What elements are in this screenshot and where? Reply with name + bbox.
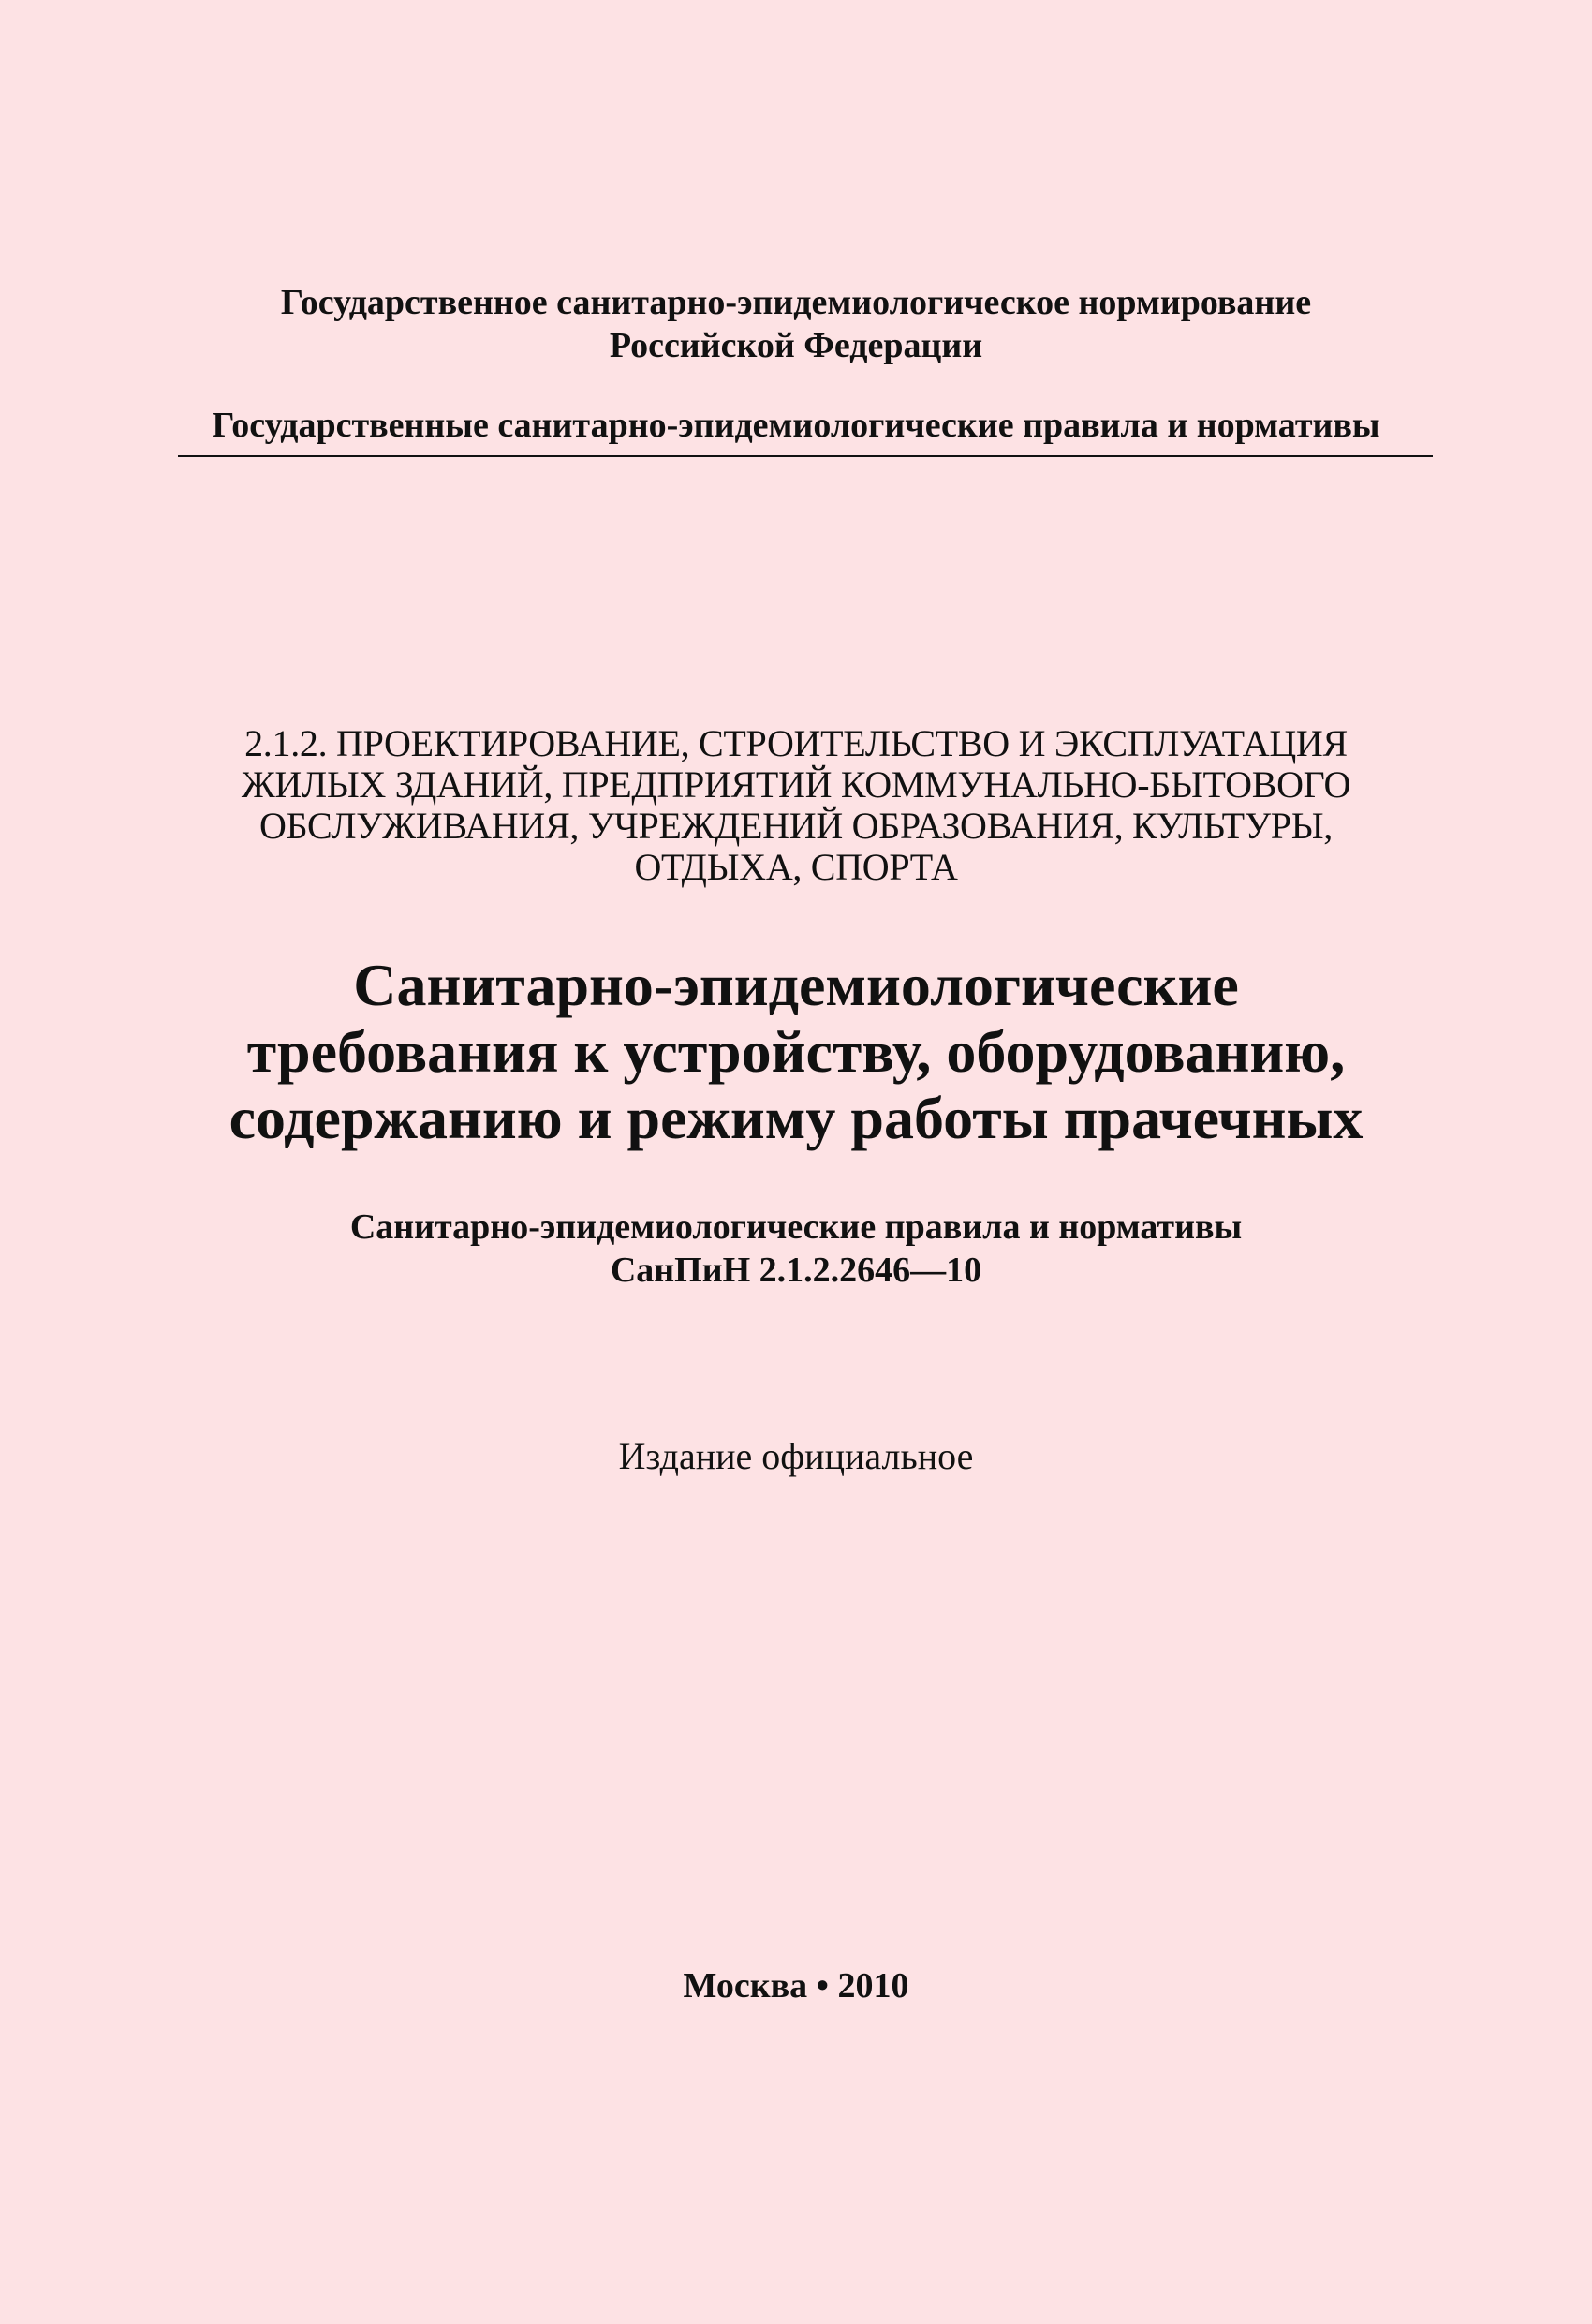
section-line-4: ОТДЫХА, СПОРТА <box>634 846 958 888</box>
authority-line-2: Российской Федерации <box>609 326 983 365</box>
section-line-3: ОБСЛУЖИВАНИЯ, УЧРЕЖДЕНИЙ ОБРАЗОВАНИЯ, КУЛЬТУРЫ, <box>258 805 1334 847</box>
footer-line: Москва • 2010 <box>683 1966 909 2006</box>
series-title <box>159 405 1433 446</box>
title-line-1: Санитарно-эпидемиологические <box>353 952 1239 1018</box>
series-line: Государственные санитарно-эпидемиологические правила и нормативы <box>212 406 1380 445</box>
subtitle-line-2: СанПиН 2.1.2.2646—10 <box>610 1251 982 1290</box>
place-and-year <box>159 1964 1433 2007</box>
authority-line-1: Государственное санитарно-эпидемиологическое нормирование <box>280 283 1312 322</box>
section-heading <box>159 723 1433 888</box>
issuing-authority <box>159 281 1433 367</box>
edition-note <box>159 1434 1433 1479</box>
title-line-2: требования к устройству, оборудованию, <box>246 1018 1346 1085</box>
section-line-2: ЖИЛЫХ ЗДАНИЙ, ПРЕДПРИЯТИЙ КОММУНАЛЬНО-БЫТОВОГО <box>241 763 1351 806</box>
title-line-3: содержанию и режиму работы прачечных <box>228 1085 1364 1151</box>
document-subtitle <box>159 1206 1433 1292</box>
section-line-1: 2.1.2. ПРОЕКТИРОВАНИЕ, СТРОИТЕЛЬСТВО И ЭКСПЛУАТАЦИЯ <box>244 722 1348 764</box>
subtitle-line-1: Санитарно-эпидемиологические правила и нормативы <box>349 1207 1243 1247</box>
edition-line: Издание официальное <box>618 1435 974 1477</box>
series-underline <box>178 455 1433 457</box>
document-title <box>159 952 1433 1151</box>
